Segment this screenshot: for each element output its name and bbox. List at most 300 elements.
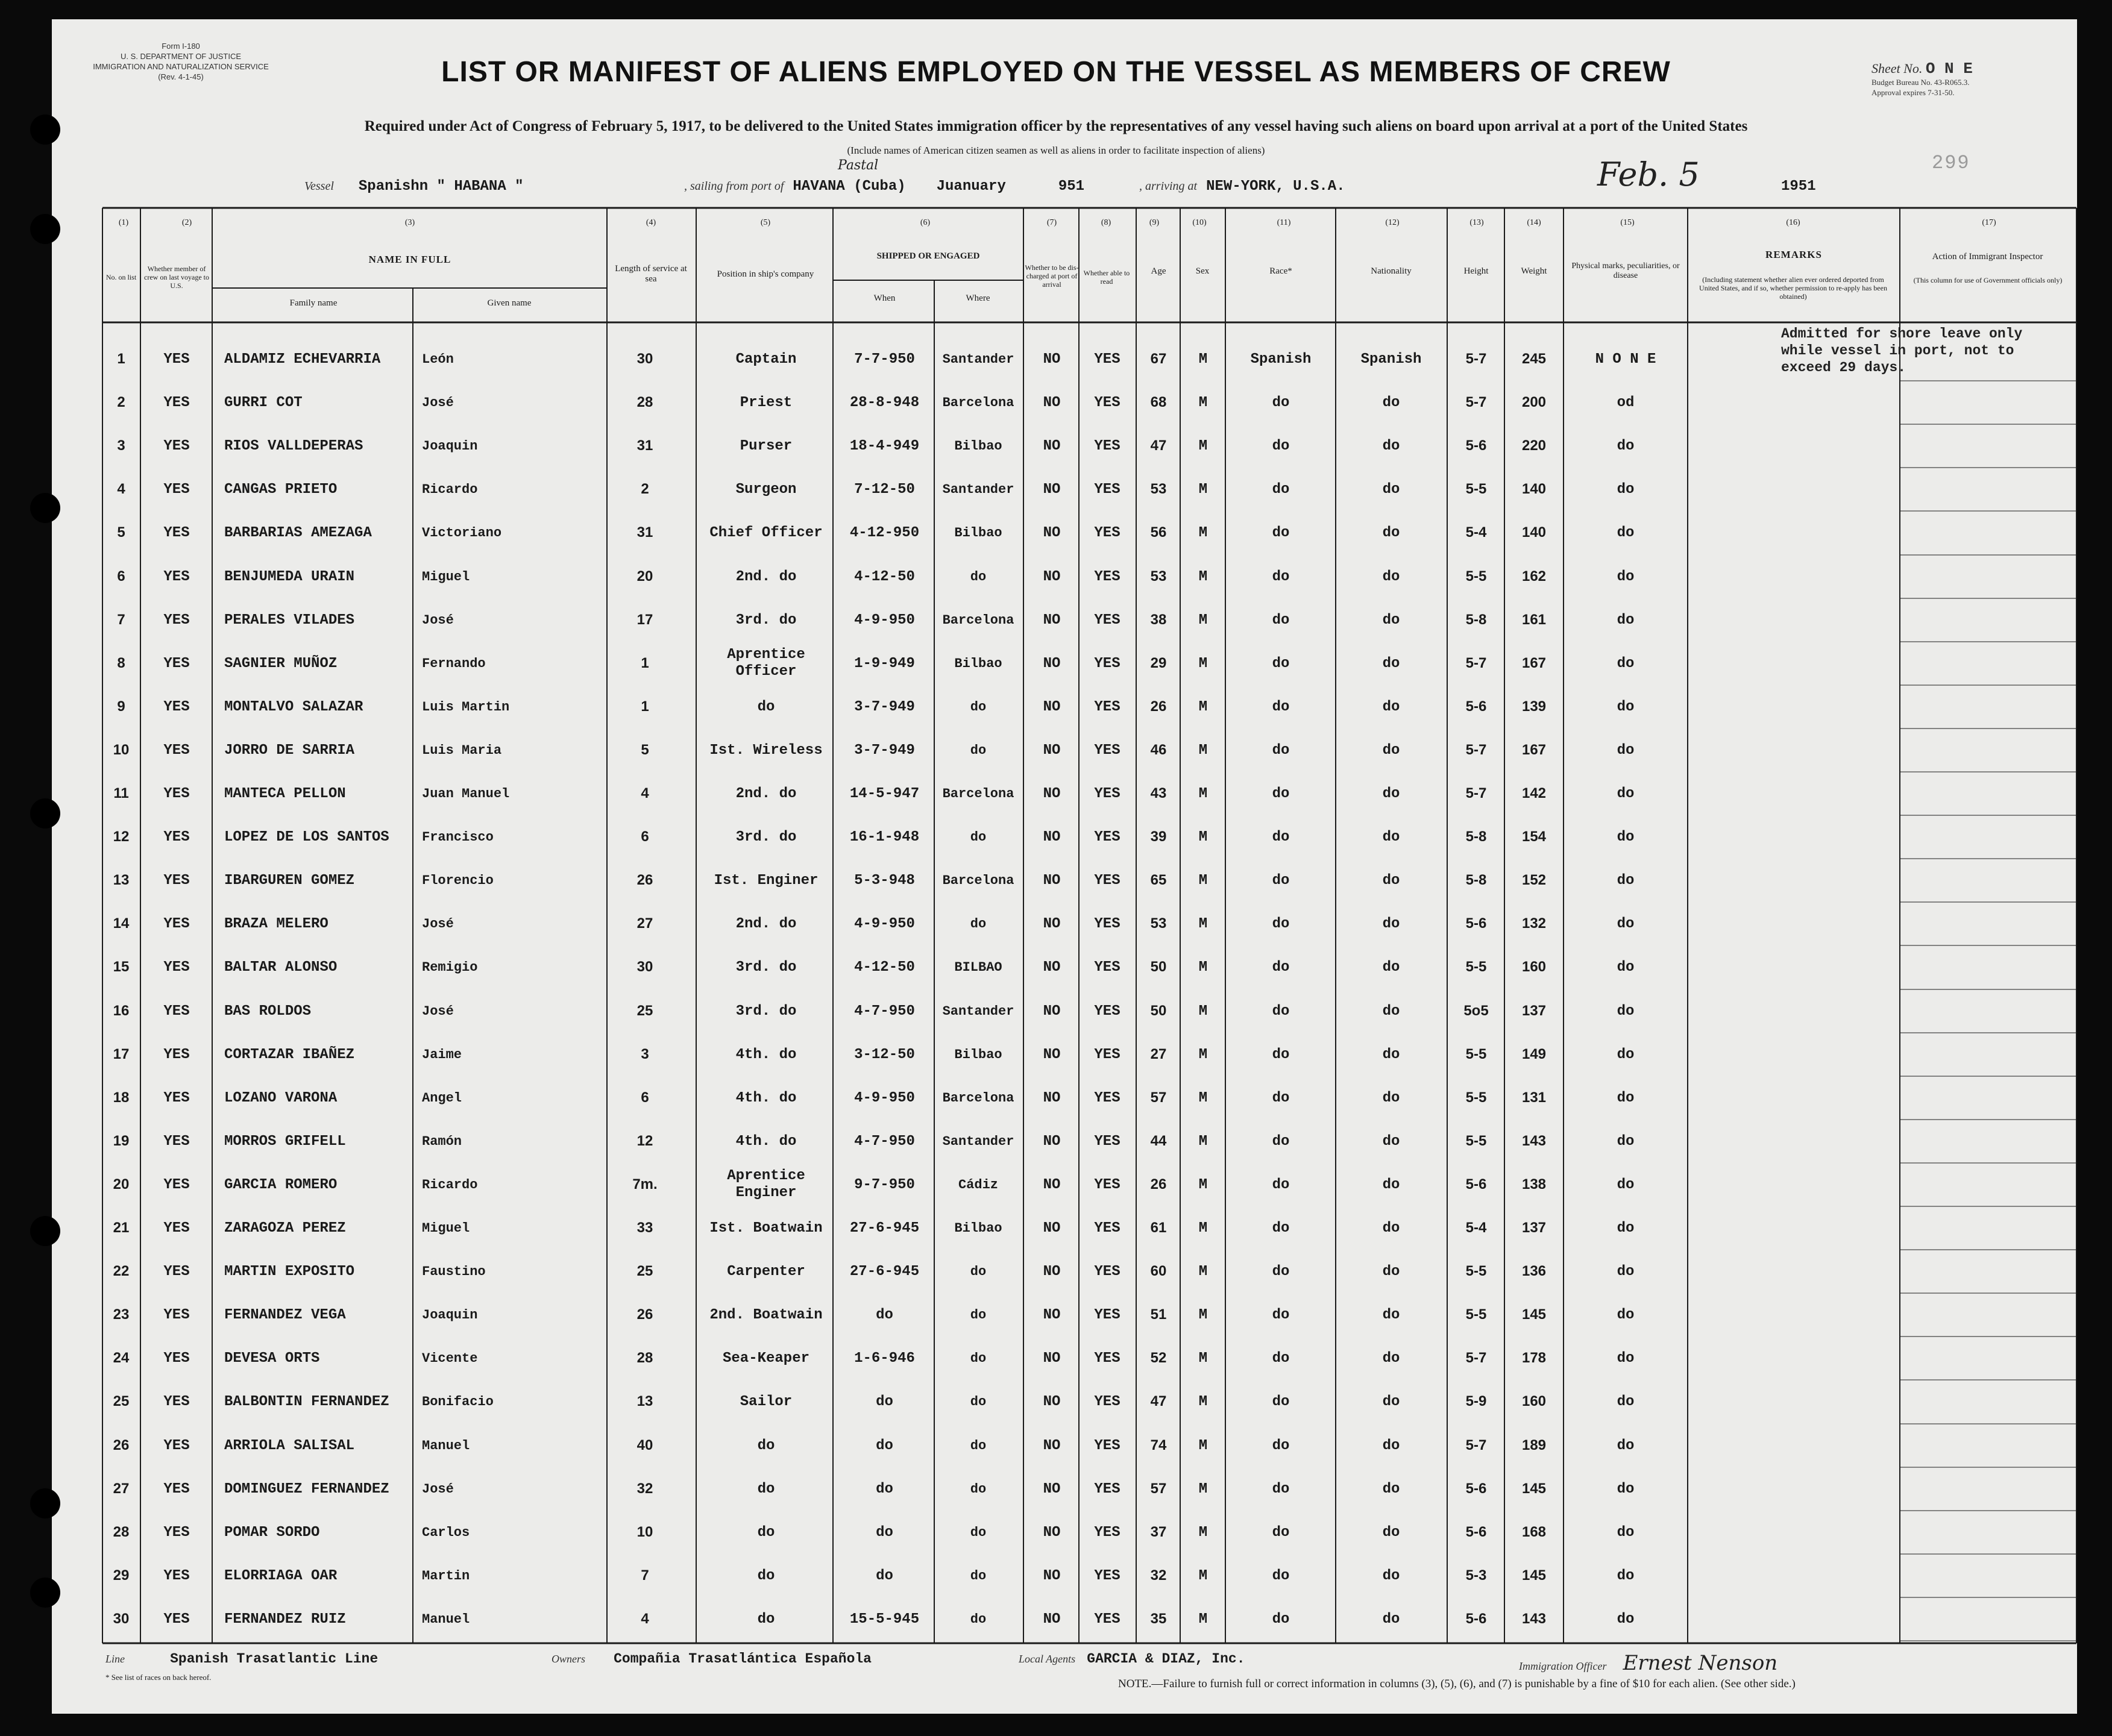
sex: M: [1198, 829, 1208, 845]
length-of-service: 30: [636, 351, 653, 367]
physical-marks: do: [1617, 915, 1635, 932]
age: 44: [1150, 1133, 1167, 1149]
weight: 138: [1521, 1176, 1547, 1192]
ship-position: do: [757, 1481, 775, 1497]
age: 61: [1150, 1220, 1167, 1236]
ship-position: Aprentice Officer: [727, 647, 805, 680]
member-last-voyage: YES: [163, 568, 190, 585]
engaged-when: 3-12-50: [854, 1046, 915, 1063]
weight: 149: [1521, 1046, 1547, 1062]
able-to-read: YES: [1094, 1089, 1120, 1106]
race: do: [1272, 612, 1290, 628]
sailing-port: HAVANA (Cuba): [793, 178, 906, 195]
member-last-voyage: YES: [163, 742, 190, 759]
row-number: 20: [113, 1176, 130, 1192]
sex: M: [1198, 612, 1208, 628]
to-be-discharged: NO: [1043, 568, 1061, 585]
department-name: U. S. DEPARTMENT OF JUSTICE: [120, 52, 242, 61]
family-name: FERNANDEZ VEGA: [224, 1306, 346, 1323]
sex: M: [1198, 1003, 1208, 1020]
sex: M: [1198, 1176, 1208, 1193]
length-of-service: 31: [636, 524, 653, 541]
physical-marks: do: [1617, 1046, 1635, 1063]
physical-marks: N O N E: [1595, 351, 1656, 368]
to-be-discharged: NO: [1043, 351, 1061, 368]
race: do: [1272, 1176, 1290, 1193]
length-of-service: 27: [636, 915, 653, 932]
given-name: Francisco: [422, 829, 494, 845]
length-of-service: 1: [641, 698, 649, 715]
physical-marks: do: [1617, 742, 1635, 759]
able-to-read: YES: [1094, 1306, 1120, 1323]
weight: 154: [1521, 829, 1547, 845]
age: 26: [1150, 698, 1167, 715]
header-age: Age: [1151, 266, 1166, 276]
arriving-port: NEW-YORK, U.S.A.: [1206, 178, 1345, 195]
member-last-voyage: YES: [163, 785, 190, 802]
to-be-discharged: NO: [1043, 1437, 1061, 1454]
engaged-when: 15-5-945: [849, 1611, 920, 1628]
row-number: 4: [117, 481, 125, 497]
sex: M: [1198, 785, 1208, 802]
age: 57: [1150, 1481, 1167, 1497]
approval-expiry: Approval expires 7-31-50.: [1872, 88, 1955, 97]
family-name: CANGAS PRIETO: [224, 481, 338, 498]
age: 46: [1150, 742, 1167, 758]
length-of-service: 1: [641, 655, 649, 671]
header-position: Position in ship's company: [717, 269, 814, 279]
to-be-discharged: NO: [1043, 698, 1061, 715]
family-name: ARRIOLA SALISAL: [224, 1437, 355, 1454]
engaged-where: Bilbao: [954, 656, 1002, 671]
sex: M: [1198, 568, 1208, 585]
age: 53: [1150, 568, 1167, 584]
member-last-voyage: YES: [163, 872, 190, 889]
able-to-read: YES: [1094, 1133, 1120, 1150]
weight: 143: [1521, 1611, 1547, 1627]
to-be-discharged: NO: [1043, 1611, 1061, 1628]
member-last-voyage: YES: [163, 612, 190, 628]
engaged-when: 4-12-950: [849, 524, 920, 541]
to-be-discharged: NO: [1043, 1524, 1061, 1541]
given-name: Angel: [422, 1090, 462, 1106]
engaged-when: 4-7-950: [854, 1003, 915, 1020]
row-number: 24: [113, 1350, 130, 1366]
member-last-voyage: YES: [163, 1611, 190, 1628]
nationality: do: [1382, 437, 1400, 454]
nationality: do: [1382, 524, 1400, 541]
height: 5-6: [1465, 1524, 1487, 1540]
ship-position: 4th. do: [735, 1133, 797, 1150]
length-of-service: 6: [641, 1089, 649, 1106]
length-of-service: 12: [636, 1133, 653, 1149]
sex: M: [1198, 481, 1208, 498]
engaged-when: 1-9-949: [854, 655, 915, 672]
stamp-number: 299: [1932, 152, 1970, 174]
header-where: Where: [966, 293, 990, 303]
to-be-discharged: NO: [1043, 1133, 1061, 1150]
engaged-when: 4-9-950: [854, 1089, 915, 1106]
physical-marks: do: [1617, 785, 1635, 802]
row-number: 29: [113, 1567, 130, 1584]
column-number: (11): [1277, 218, 1291, 227]
physical-marks: do: [1617, 1393, 1635, 1410]
to-be-discharged: NO: [1043, 872, 1061, 889]
age: 56: [1150, 524, 1167, 541]
nationality: do: [1382, 481, 1400, 498]
given-name: Jaime: [422, 1047, 462, 1062]
header-race: Race*: [1269, 266, 1292, 276]
weight: 160: [1521, 1393, 1547, 1409]
height: 5-3: [1465, 1567, 1487, 1584]
engaged-where: Bilbao: [954, 438, 1002, 454]
nationality: do: [1382, 1437, 1400, 1454]
given-name: José: [422, 1481, 454, 1497]
family-name: GURRI COT: [224, 394, 303, 411]
to-be-discharged: NO: [1043, 915, 1061, 932]
family-name: PERALES VILADES: [224, 612, 355, 628]
engaged-when: 4-9-950: [854, 915, 915, 932]
to-be-discharged: NO: [1043, 481, 1061, 498]
header-remarks: REMARKS: [1765, 248, 1822, 260]
race: do: [1272, 1481, 1290, 1497]
to-be-discharged: NO: [1043, 524, 1061, 541]
owners-value: Compañia Trasatlántica Española: [614, 1651, 872, 1667]
header-given-name: Given name: [487, 298, 532, 308]
race: do: [1272, 698, 1290, 715]
height: 5-5: [1465, 1263, 1487, 1279]
row-number: 8: [117, 655, 125, 671]
member-last-voyage: YES: [163, 481, 190, 498]
weight: 137: [1521, 1003, 1547, 1019]
engaged-where: Santander: [942, 1003, 1014, 1019]
family-name: BALBONTIN FERNANDEZ: [224, 1393, 389, 1410]
header-sex: Sex: [1195, 266, 1210, 276]
height: 5-6: [1465, 1611, 1487, 1627]
height: 5-4: [1465, 524, 1487, 541]
ship-position: do: [757, 1524, 775, 1541]
ship-position: 2nd. do: [735, 785, 797, 802]
engaged-where: Cádiz: [958, 1177, 998, 1192]
able-to-read: YES: [1094, 915, 1120, 932]
engaged-where: Barcelona: [942, 1090, 1014, 1106]
engaged-when: do: [876, 1393, 893, 1410]
age: 68: [1150, 394, 1167, 410]
able-to-read: YES: [1094, 568, 1120, 585]
able-to-read: YES: [1094, 872, 1120, 889]
height: 5-6: [1465, 915, 1487, 932]
age: 65: [1150, 872, 1167, 888]
age: 27: [1150, 1046, 1167, 1062]
engaged-when: 4-9-950: [854, 612, 915, 628]
able-to-read: YES: [1094, 1263, 1120, 1280]
physical-marks: do: [1617, 1220, 1635, 1236]
column-number: (13): [1469, 218, 1484, 227]
height: 5-7: [1465, 351, 1487, 367]
given-name: Faustino: [422, 1264, 486, 1279]
nationality: do: [1382, 655, 1400, 672]
physical-marks: do: [1617, 1350, 1635, 1367]
family-name: FERNANDEZ RUIZ: [224, 1611, 346, 1628]
document-title: LIST OR MANIFEST OF ALIENS EMPLOYED ON THE VESSEL AS MEMBERS OF CREW: [441, 56, 1671, 88]
race: do: [1272, 959, 1290, 976]
member-last-voyage: YES: [163, 351, 190, 368]
weight: 131: [1521, 1089, 1547, 1106]
family-name: MONTALVO SALAZAR: [224, 698, 363, 715]
race: do: [1272, 394, 1290, 411]
member-last-voyage: YES: [163, 1524, 190, 1541]
sheet-label: Sheet No.: [1872, 61, 1923, 76]
to-be-discharged: NO: [1043, 785, 1061, 802]
physical-marks: do: [1617, 1437, 1635, 1454]
physical-marks: do: [1617, 1003, 1635, 1020]
given-name: Manuel: [422, 1611, 470, 1627]
given-name: Joaquin: [422, 438, 478, 454]
family-name: IBARGUREN GOMEZ: [224, 872, 355, 889]
ship-position: Captain: [735, 351, 797, 368]
to-be-discharged: NO: [1043, 1481, 1061, 1497]
weight: 142: [1521, 785, 1547, 801]
engaged-where: do: [970, 1568, 987, 1584]
able-to-read: YES: [1094, 1220, 1120, 1236]
to-be-discharged: NO: [1043, 1089, 1061, 1106]
physical-marks: do: [1617, 1524, 1635, 1541]
age: 47: [1150, 437, 1167, 454]
to-be-discharged: NO: [1043, 437, 1061, 454]
to-be-discharged: NO: [1043, 742, 1061, 759]
sex: M: [1198, 1567, 1208, 1584]
age: 50: [1150, 959, 1167, 975]
weight: 136: [1521, 1263, 1547, 1279]
length-of-service: 10: [636, 1524, 653, 1540]
column-number: (2): [181, 218, 192, 227]
column-number: (17): [1982, 218, 1996, 227]
row-number: 27: [113, 1481, 130, 1497]
member-last-voyage: YES: [163, 1350, 190, 1367]
age: 60: [1150, 1263, 1167, 1279]
ship-position: Ist. Wireless: [709, 742, 823, 759]
to-be-discharged: NO: [1043, 1220, 1061, 1236]
row-number: 12: [113, 829, 130, 845]
row-number: 28: [113, 1524, 130, 1540]
sex: M: [1198, 351, 1208, 368]
height: 5-5: [1465, 1133, 1487, 1149]
given-name: José: [422, 1003, 454, 1019]
engaged-where: Barcelona: [942, 873, 1014, 888]
engaged-where: do: [970, 1307, 987, 1323]
engaged-where: Santander: [942, 1133, 1014, 1149]
engaged-when: 7-12-50: [854, 481, 915, 498]
member-last-voyage: YES: [163, 1306, 190, 1323]
engaged-when: 9-7-950: [854, 1176, 915, 1193]
row-number: 17: [113, 1046, 130, 1062]
member-last-voyage: YES: [163, 1263, 190, 1280]
weight: 167: [1521, 655, 1547, 671]
row-number: 3: [117, 437, 125, 454]
engaged-where: do: [970, 916, 987, 932]
member-last-voyage: YES: [163, 437, 190, 454]
form-number: Form I-180: [162, 42, 200, 51]
physical-marks: do: [1617, 1089, 1635, 1106]
weight: 160: [1521, 959, 1547, 975]
height: 5-7: [1465, 785, 1487, 801]
footer-agents: [1019, 1651, 1245, 1667]
length-of-service: 13: [636, 1393, 653, 1409]
sex: M: [1198, 1350, 1208, 1367]
race: do: [1272, 524, 1290, 541]
nationality: do: [1382, 698, 1400, 715]
engaged-where: do: [970, 1394, 987, 1409]
arrival-year: 1951: [1781, 178, 1816, 195]
column-number: (12): [1385, 218, 1400, 227]
family-name: POMAR SORDO: [224, 1524, 320, 1541]
row-number: 18: [113, 1089, 130, 1106]
engaged-where: Santander: [942, 481, 1014, 497]
sailing-year: 951: [1058, 178, 1085, 195]
given-name: Bonifacio: [422, 1394, 494, 1409]
row-number: 21: [113, 1220, 130, 1236]
family-name: BALTAR ALONSO: [224, 959, 338, 976]
engaged-where: do: [970, 1438, 987, 1453]
member-last-voyage: YES: [163, 1437, 190, 1454]
engaged-where: Barcelona: [942, 612, 1014, 628]
row-number: 14: [113, 915, 130, 932]
form-revision: (Rev. 4-1-45): [158, 72, 204, 81]
weight: 145: [1521, 1481, 1547, 1497]
able-to-read: YES: [1094, 437, 1120, 454]
family-name: ZARAGOZA PEREZ: [224, 1220, 346, 1236]
nationality: do: [1382, 829, 1400, 845]
family-name: BENJUMEDA URAIN: [224, 568, 355, 585]
to-be-discharged: NO: [1043, 1003, 1061, 1020]
header-physical-marks: Physical marks, peculiarities, or disease: [1571, 262, 1680, 280]
row-number: 15: [113, 959, 130, 975]
able-to-read: YES: [1094, 698, 1120, 715]
row-number: 7: [117, 612, 125, 628]
height: 5-7: [1465, 394, 1487, 410]
port-handwritten: Pastal: [838, 158, 879, 173]
race: do: [1272, 829, 1290, 845]
ship-position: Surgeon: [735, 481, 797, 498]
engaged-where: do: [970, 1481, 987, 1497]
sex: M: [1198, 437, 1208, 454]
height: 5-8: [1465, 872, 1487, 888]
row-number: 1: [117, 351, 125, 367]
member-last-voyage: YES: [163, 1481, 190, 1497]
given-name: Victoriano: [422, 525, 502, 541]
age: 74: [1150, 1437, 1167, 1453]
engaged-when: 4-7-950: [854, 1133, 915, 1150]
ship-position: Ist. Enginer: [714, 872, 819, 889]
given-name: Miguel: [422, 1220, 470, 1236]
length-of-service: 2: [641, 481, 649, 497]
nationality: do: [1382, 1611, 1400, 1628]
header-action-detail: (This column for use of Government officials only): [1913, 276, 2063, 284]
physical-marks: do: [1617, 1263, 1635, 1280]
column-number: (7): [1046, 218, 1057, 227]
column-number: (15): [1620, 218, 1635, 227]
weight: 145: [1521, 1567, 1547, 1584]
ship-position: 4th. do: [735, 1046, 797, 1063]
length-of-service: 17: [636, 612, 653, 628]
line-value: Spanish Trasatlantic Line: [170, 1651, 379, 1667]
sex: M: [1198, 655, 1208, 672]
age: 43: [1150, 785, 1167, 801]
nationality: do: [1382, 915, 1400, 932]
length-of-service: 28: [636, 394, 653, 410]
race: do: [1272, 1611, 1290, 1628]
family-name: MORROS GRIFELL: [224, 1133, 346, 1150]
header-remarks-detail: (Including statement whether alien ever ordered deported from United States, and if so, whether permission to re-apply has been obtained): [1699, 275, 1887, 301]
line-label: Line: [105, 1653, 125, 1665]
sex: M: [1198, 1437, 1208, 1454]
able-to-read: YES: [1094, 1524, 1120, 1541]
ship-position: 3rd. do: [735, 612, 797, 628]
height: 5-8: [1465, 829, 1487, 845]
column-number: (10): [1192, 218, 1207, 227]
sex: M: [1198, 394, 1208, 411]
ship-position: 3rd. do: [735, 959, 797, 976]
engaged-where: Barcelona: [942, 786, 1014, 801]
member-last-voyage: YES: [163, 394, 190, 411]
header-shipped-engaged: SHIPPED OR ENGAGED: [876, 251, 980, 261]
column-number: (16): [1786, 218, 1800, 227]
ship-position: Carpenter: [727, 1263, 805, 1280]
given-name: León: [422, 351, 454, 367]
physical-marks: do: [1617, 698, 1635, 715]
race: do: [1272, 1306, 1290, 1323]
height: 5-6: [1465, 698, 1487, 715]
given-name: Ramón: [422, 1133, 462, 1149]
officer-label: Immigration Officer: [1519, 1660, 1607, 1672]
physical-marks: do: [1617, 655, 1635, 672]
engaged-where: Bilbao: [954, 525, 1002, 541]
height: 5-5: [1465, 568, 1487, 584]
header-weight: Weight: [1521, 266, 1547, 276]
weight: 145: [1521, 1306, 1547, 1323]
to-be-discharged: NO: [1043, 1350, 1061, 1367]
row-number: 19: [113, 1133, 130, 1149]
ship-position: Purser: [740, 437, 793, 454]
length-of-service: 3: [641, 1046, 649, 1062]
given-name: Florencio: [422, 873, 494, 888]
header-no-on-list: No. on list: [105, 273, 137, 281]
engaged-when: 18-4-949: [849, 437, 920, 454]
nationality: do: [1382, 742, 1400, 759]
able-to-read: YES: [1094, 1481, 1120, 1497]
to-be-discharged: NO: [1043, 1176, 1061, 1193]
arriving-label: , arriving at: [1139, 180, 1198, 193]
age: 51: [1150, 1306, 1167, 1323]
race: do: [1272, 1393, 1290, 1410]
able-to-read: YES: [1094, 612, 1120, 628]
race: do: [1272, 1263, 1290, 1280]
member-last-voyage: YES: [163, 698, 190, 715]
family-name: RIOS VALLDEPERAS: [224, 437, 363, 454]
family-name: MARTIN EXPOSITO: [224, 1263, 355, 1280]
header-height: Height: [1463, 266, 1489, 276]
race: do: [1272, 742, 1290, 759]
engaged-where: do: [970, 1611, 987, 1627]
height: 5-7: [1465, 655, 1487, 671]
length-of-service: 26: [636, 872, 653, 888]
to-be-discharged: NO: [1043, 1567, 1061, 1584]
given-name: José: [422, 916, 454, 932]
race: do: [1272, 481, 1290, 498]
nationality: do: [1382, 568, 1400, 585]
race: do: [1272, 1220, 1290, 1236]
engaged-when: do: [876, 1524, 893, 1541]
